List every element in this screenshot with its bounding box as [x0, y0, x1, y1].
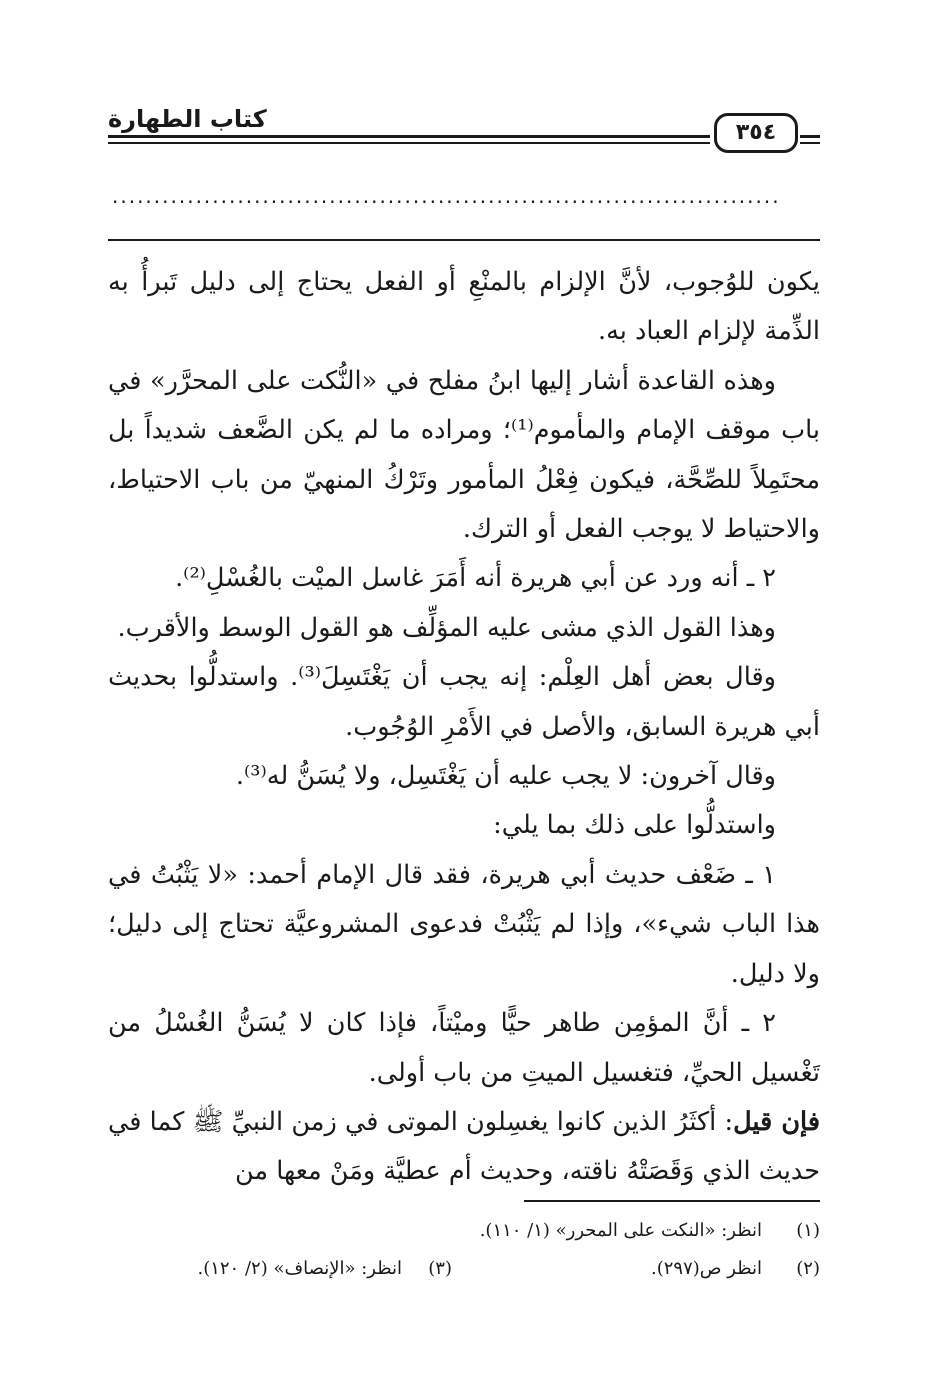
paragraph: واستدلُّوا على ذلك بما يلي:	[493, 810, 776, 841]
header-rule	[108, 142, 710, 144]
footnote-row	[108, 1250, 820, 1288]
paragraph: وهذه القاعدة أشار إليها ابنُ مفلح في «النُّكت على المحرَّر» في باب موقف الإمام والمأموم⁽¹⁾؛ ومراده ما لم يكن الضَّعف شديداً بل محتَمِلاً للصِّحَّة، فيكون فِعْلُ المأمور وتَرْكُ المنهيّ من باب الاحتياط، والاحتياط لا يوجب الفعل أو الترك.	[108, 365, 820, 545]
footnote-text: انظر: «النكت على المحرر» (١/ ١١٠).	[479, 1220, 762, 1241]
chapter-title: كتاب الطهارة	[108, 105, 267, 133]
footnote-number: (٣)	[428, 1258, 452, 1279]
header-rule	[108, 135, 710, 138]
paragraph: يكون للوُجوب، لأنَّ الإلزام بالمنْعِ أو الفعل يحتاج إلى دليل تَبرأُ به الذِّمة لإلزام العباد به.	[108, 267, 820, 347]
footnote-text: انظر: «الإنصاف» (٢/ ١٢٠).	[197, 1258, 402, 1279]
dotted-separator: ................................................................................	[112, 186, 781, 206]
footnotes	[108, 1212, 820, 1288]
main-text	[108, 258, 820, 1197]
header-rule	[800, 142, 820, 144]
paragraph: ٢ ـ أنه ورد عن أبي هريرة أنه أَمَرَ غاسل الميْت بالغُسْلِ⁽²⁾.	[175, 563, 776, 594]
paragraph: ١ ـ ضَعْف حديث أبي هريرة، فقد قال الإمام أحمد: «لا يَثْبُتُ في هذا الباب شيء»، وإذا لم يَثْبُتْ فدعوى المشروعيَّة تحتاج إلى دليل؛ ولا دليل.	[108, 859, 820, 989]
footnote-number: (٢)	[796, 1258, 820, 1279]
page-number: ٣٥٤	[714, 113, 798, 153]
paragraph: وقال بعض أهل العِلْم: إنه يجب أن يَغْتَسِلَ⁽³⁾. واستدلُّوا بحديث أبي هريرة السابق، والأصل في الأَمْرِ الوُجُوب.	[108, 662, 820, 742]
text-top-rule	[108, 239, 820, 241]
paragraph: ٢ ـ أنَّ المؤمِن طاهر حيًّا وميْتاً، فإذا كان لا يُسَنُّ الغُسْلُ من تَغْسيل الحيِّ، فتغسيل الميتِ من باب أولى.	[108, 1008, 820, 1088]
footnote-text: انظر ص(٢٩٧).	[651, 1258, 762, 1279]
header-rule	[800, 135, 820, 138]
paragraph: وهذا القول الذي مشى عليه المؤلِّف هو القول الوسط والأقرب.	[117, 612, 776, 643]
objection-text: : أكثَرُ الذين كانوا يغسِلون الموتى في زمن النبيِّ ﷺ كما في حديث الذي وَقَصَتْهُ ناقته، وحديث أم عطيَّة ومَنْ معها من	[108, 1106, 820, 1187]
running-header	[108, 104, 820, 164]
paragraph: وقال آخرون: لا يجب عليه أن يَغْتَسِل، ولا يُسَنُّ له⁽³⁾.	[235, 761, 776, 792]
footnote-number: (١)	[796, 1220, 820, 1241]
footnote-rule	[524, 1200, 820, 1202]
footnote-row	[108, 1212, 820, 1250]
paragraph	[108, 1098, 820, 1197]
objection-lead: فإن قيل	[733, 1106, 821, 1137]
